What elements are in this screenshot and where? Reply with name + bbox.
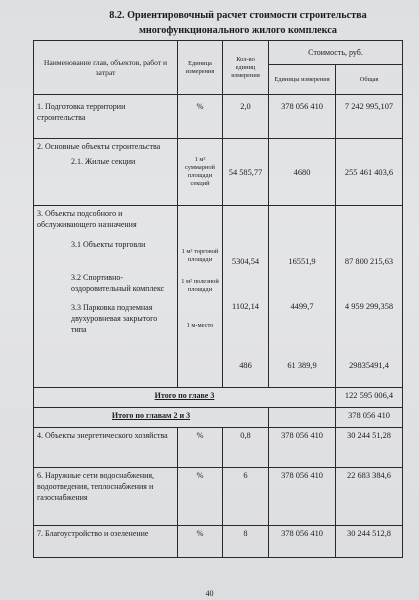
row-total: 255 461 403,6 bbox=[336, 139, 403, 206]
table-row bbox=[34, 95, 403, 139]
row-total: 30 244 51,28 bbox=[336, 428, 403, 468]
subtotal-row bbox=[34, 408, 403, 428]
row-subtitle: 3.1 Объекты торговли bbox=[71, 240, 146, 249]
row-name: 7. Благоустройство и озеленение bbox=[34, 526, 178, 558]
row-title: 3. Объекты подсобного и обслуживающего назначения bbox=[37, 209, 137, 229]
header-row bbox=[34, 41, 403, 65]
row-qty: 0,8 bbox=[223, 428, 269, 468]
subtotal-value: 122 595 006,4 bbox=[336, 388, 403, 408]
subtotal-value: 378 056 410 bbox=[336, 408, 403, 428]
row-subtitle: 3.2 Спортивно-оздоровительный комплекс bbox=[71, 273, 165, 293]
price-sport: 4499,7 bbox=[290, 302, 314, 311]
subtotal-label: Итого по главам 2 и 3 bbox=[34, 408, 269, 428]
subtotal-label: Итого по главе 3 bbox=[34, 388, 336, 408]
row-total bbox=[336, 206, 403, 388]
row-qty: 8 bbox=[223, 526, 269, 558]
row-price: 378 056 410 bbox=[269, 95, 336, 139]
row-total: 30 244 512,8 bbox=[336, 526, 403, 558]
page-number: 40 bbox=[205, 589, 214, 598]
row-name: 4. Объекты энергетического хозяйства bbox=[34, 428, 178, 468]
table-row-group bbox=[34, 206, 403, 388]
header-unit: Единица измерения bbox=[178, 41, 223, 95]
price-trade: 16551,9 bbox=[288, 257, 316, 266]
row-name: 6. Наружные сети водоснабжения, водоотведения, теплоснабжения и газоснабжения bbox=[34, 468, 178, 526]
row-name bbox=[34, 139, 178, 206]
row-qty: 54 585,77 bbox=[223, 139, 269, 206]
row-subtitle: 2.1. Жилые секции bbox=[71, 157, 136, 166]
total-trade: 87 800 215,63 bbox=[344, 257, 394, 266]
row-price: 378 056 410 bbox=[269, 468, 336, 526]
table-row bbox=[34, 526, 403, 558]
row-total: 22 683 384,6 bbox=[336, 468, 403, 526]
header-qty: Кол-во единиц измерения bbox=[223, 41, 269, 95]
title-line-2: многофункционального жилого комплекса bbox=[138, 25, 338, 36]
row-price: 378 056 410 bbox=[269, 428, 336, 468]
row-unit: % bbox=[178, 526, 223, 558]
row-price: 378 056 410 bbox=[269, 526, 336, 558]
empty-cell bbox=[269, 408, 336, 428]
unit-parking: 1 м-место bbox=[186, 322, 214, 329]
qty-sport: 1102,14 bbox=[232, 302, 259, 311]
row-price bbox=[269, 206, 336, 388]
row-unit: % bbox=[178, 95, 223, 139]
row-title: 2. Основные объекты строительства bbox=[37, 142, 161, 151]
row-unit bbox=[178, 206, 223, 388]
unit-sport: 1 м² полезной площади bbox=[181, 278, 219, 293]
row-subtitle: 3.3 Парковка подземная двухуровневая закрытого типа bbox=[71, 303, 158, 334]
row-qty: 2,0 bbox=[223, 95, 269, 139]
section-title bbox=[88, 8, 388, 38]
header-cost-unit: Единицы измерения bbox=[269, 65, 336, 95]
row-name bbox=[34, 206, 178, 388]
price-parking: 61 389,9 bbox=[287, 361, 317, 370]
row-unit: % bbox=[178, 468, 223, 526]
row-qty bbox=[223, 206, 269, 388]
title-line-1: 8.2. Ориентировочный расчет стоимости строительства bbox=[109, 10, 367, 21]
row-total: 7 242 995,107 bbox=[336, 95, 403, 139]
unit-trade: 1 м² торговой площади bbox=[181, 248, 219, 263]
row-qty: 6 bbox=[223, 468, 269, 526]
table-row bbox=[34, 468, 403, 526]
row-unit: % bbox=[178, 428, 223, 468]
header-name: Наименование глав, объектов, работ и затрат bbox=[34, 41, 178, 95]
row-name: 1. Подготовка территории строительства bbox=[34, 95, 178, 139]
qty-parking: 486 bbox=[239, 361, 252, 370]
qty-trade: 5304,54 bbox=[231, 257, 260, 266]
header-cost: Стоимость, руб. bbox=[269, 41, 403, 65]
row-unit: 1 м² суммарной площади секций bbox=[178, 139, 223, 206]
cost-table bbox=[33, 40, 403, 558]
total-sport: 4 959 299,358 bbox=[344, 302, 394, 311]
total-parking: 29835491,4 bbox=[349, 361, 389, 370]
row-price: 4680 bbox=[269, 139, 336, 206]
header-cost-total: Общая bbox=[336, 65, 403, 95]
subtotal-row bbox=[34, 388, 403, 408]
table-row bbox=[34, 428, 403, 468]
table-row bbox=[34, 139, 403, 206]
